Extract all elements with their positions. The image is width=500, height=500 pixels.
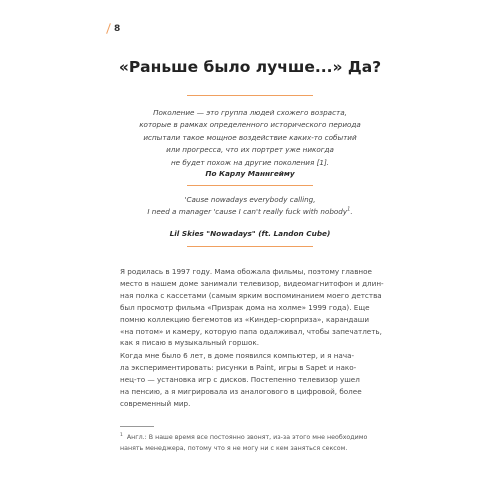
- epigraph-line-text: I need a manager 'cause I can't really fuck with nobody: [147, 207, 348, 217]
- epigraph-line: испытали такое мощное воздействие каких-то событий: [143, 132, 357, 142]
- epigraph-lyrics: [120, 194, 380, 219]
- epigraph-line: или прогресса, что их портрет уже никогда: [166, 145, 334, 155]
- divider-top: [187, 95, 313, 96]
- body-paragraph-1: [120, 266, 382, 349]
- divider-middle: [187, 185, 313, 186]
- page-number-label: 8: [114, 23, 121, 34]
- epigraph-attribution-mannheim: По Карлу Маннгейму: [205, 169, 295, 178]
- body-paragraph-2: [120, 350, 382, 410]
- epigraph-line: 'Cause nowadays everybody calling,: [184, 195, 316, 204]
- epigraph-line: которые в рамках определенного исторического периода: [139, 120, 361, 130]
- paragraph-line: Когда мне было 6 лет, в доме появился компьютер, и я нача-: [120, 351, 355, 360]
- epigraph-line: не будет похож на другие поколения [1].: [170, 157, 330, 167]
- chapter-title: «Раньше было лучше...» Да?: [118, 58, 382, 76]
- paragraph-line: Я родилась в 1997 году. Мама обожала фильмы, поэтому главное: [120, 267, 372, 276]
- paragraph-line: как я писаю в музыкальный горшок.: [120, 338, 259, 348]
- paragraph-line: нец-то — установка игр с дисков. Постепенно телевизор ушел: [120, 374, 360, 384]
- footnote-separator: [120, 426, 154, 427]
- paragraph-line: «на потом» и камеру, которую папа одалживал, чтобы запечатлеть,: [120, 326, 382, 336]
- footnote-line: [120, 432, 382, 443]
- divider-bottom: [187, 246, 313, 247]
- footnote-mark: 1: [120, 432, 123, 438]
- paragraph-line: был просмотр фильма «Призрак дома на холме» 1999 года). Еще: [120, 302, 370, 312]
- epigraph-attribution-lyrics: Lil Skies "Nowadays" (ft. Landon Cube): [169, 229, 331, 238]
- paragraph-line: место в нашем доме занимали телевизор, видеомагнитофон и длин-: [120, 278, 384, 288]
- slash-decoration: [106, 23, 111, 34]
- footnote-line: нанять менеджера, потому что я не могу ни с кем заняться сексом.: [120, 445, 348, 453]
- epigraph-line: Поколение — это группа людей схожего возраста,: [153, 108, 347, 117]
- footnote-reference[interactable]: 1: [347, 207, 351, 214]
- page-number: [108, 23, 120, 34]
- footnote: [120, 432, 382, 454]
- epigraph-mannheim: [120, 107, 380, 169]
- paragraph-line: на пенсию, а я мигрировала из аналогового в цифровой, более: [120, 386, 362, 396]
- paragraph-line: современный мир.: [120, 398, 191, 408]
- epigraph-line: I need a manager 'cause I can't really fuck with nobody$^1$.: [147, 207, 353, 217]
- footnote-line-text: Англ.: В наше время все постоянно звонят, из-за этого мне необходимо: [126, 434, 368, 441]
- paragraph-line: помню коллекцию бегемотов из «Киндер-сюрприза», карандаши: [120, 314, 370, 324]
- paragraph-line: ная полка с кассетами (самым ярким воспоминанием моего детства: [120, 290, 382, 300]
- paragraph-line: ла экспериментировать: рисунки в Paint, игры в Sapet и нако-: [120, 362, 357, 372]
